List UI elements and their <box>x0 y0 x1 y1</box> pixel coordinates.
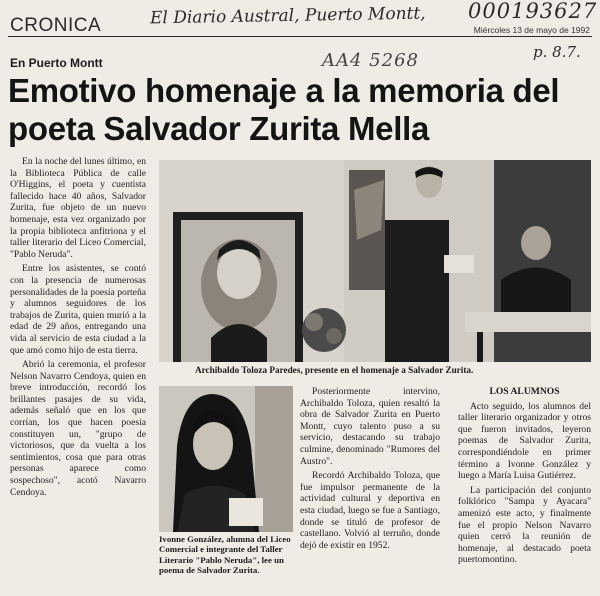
paragraph: Recordó Archibaldo Toloza, que fue impulsor permanente de la actividad cultural y deportiva en esta ciudad, luego se fue a Santiago, donde se tituló de profesor de castellano. Volvió al terruño, donde dejó de existir en 1952. <box>300 470 440 551</box>
handwritten-source: El Diario Austral, Puerto Montt, <box>149 3 426 29</box>
paragraph: En la noche del lunes último, en la Biblioteca Pública de calle O'Higgins, el poeta y cuentista fallecido hace 40 años, Salvador Zurita, fue objeto de un nuevo homenaje, esta vez organizado por la propia biblioteca anfitriona y el taller literario del Liceo Comercial, "Pablo Neruda". <box>10 156 146 260</box>
issue-date: Miércoles 13 de mayo de 1992 <box>473 25 590 35</box>
article-kicker: En Puerto Montt <box>10 56 103 70</box>
page-note: p. 8.7. <box>533 43 581 61</box>
small-photo <box>159 386 293 532</box>
archive-number: 000193627 <box>468 0 598 23</box>
paragraph: Acto seguido, los alumnos del taller literario organizador y otros que fueron invitados, leyeron poemas de Salvador Zurita, correspondiéndole en primer término a Ivonne González y luego a María Luisa Gutiérrez. <box>458 400 591 482</box>
article-headline: Emotivo homenaje a la memoria del poeta Salvador Zurita Mella <box>8 72 560 147</box>
paragraph: Posteriormente intervino, Archibaldo Toloza, quien resaltó la obra de Salvador Zurita en Puerto Montt, cuyo talento puso a su servicio, destacando su trabajo culmine, denominado "Rumores del Austro". <box>300 386 440 467</box>
paragraph: Abrió la ceremonia, el profesor Nelson Navarro Cendoya, quien en breve introducción, recordó los brillantes pasajes de su vida, además señaló que en los que corrían, los que hacen poesía constituyen un, "grupo de victoriosos, que da vuelta a los sentimientos, cosa que para otras personas aparece como sospechoso", acotó Navarro Cendoya. <box>10 359 146 498</box>
body-column-3 <box>300 386 440 551</box>
small-caption: Ivonne González, alumna del Liceo Comercial e integrante del Taller Literario "Pablo Neruda", lee un poema de Salvador Zurita. <box>159 534 291 576</box>
main-photo-image <box>159 160 591 362</box>
header-rule <box>8 36 592 37</box>
paragraph: Entre los asistentes, se contó con la presencia de numerosas personalidades de la poesía porteña y alumnos seguidores de los trabajos de Zurita, quien murió a la edad de 29 años, entregando una vida al servicio de esta ciudad a la que amó como hijo de esta tierra. <box>10 263 146 356</box>
body-column-1 <box>10 156 146 498</box>
small-photo-image <box>159 386 293 532</box>
stamp-number: AA4 5268 <box>322 50 419 71</box>
paragraph: La participación del conjunto folklórico "Sampa y Ayacara" amenizó este acto, y finalmente fue el propio Nelson Navarro quien cerró la reunión de homenaje, al destacado poeta puertomontino. <box>458 484 591 566</box>
body-column-4 <box>458 386 591 566</box>
main-caption: Archibaldo Toloza Paredes, presente en el homenaje a Salvador Zurita. <box>195 365 474 375</box>
section-label: CRONICA <box>10 15 102 36</box>
section-subhead: LOS ALUMNOS <box>489 386 560 397</box>
main-photo <box>159 160 591 362</box>
